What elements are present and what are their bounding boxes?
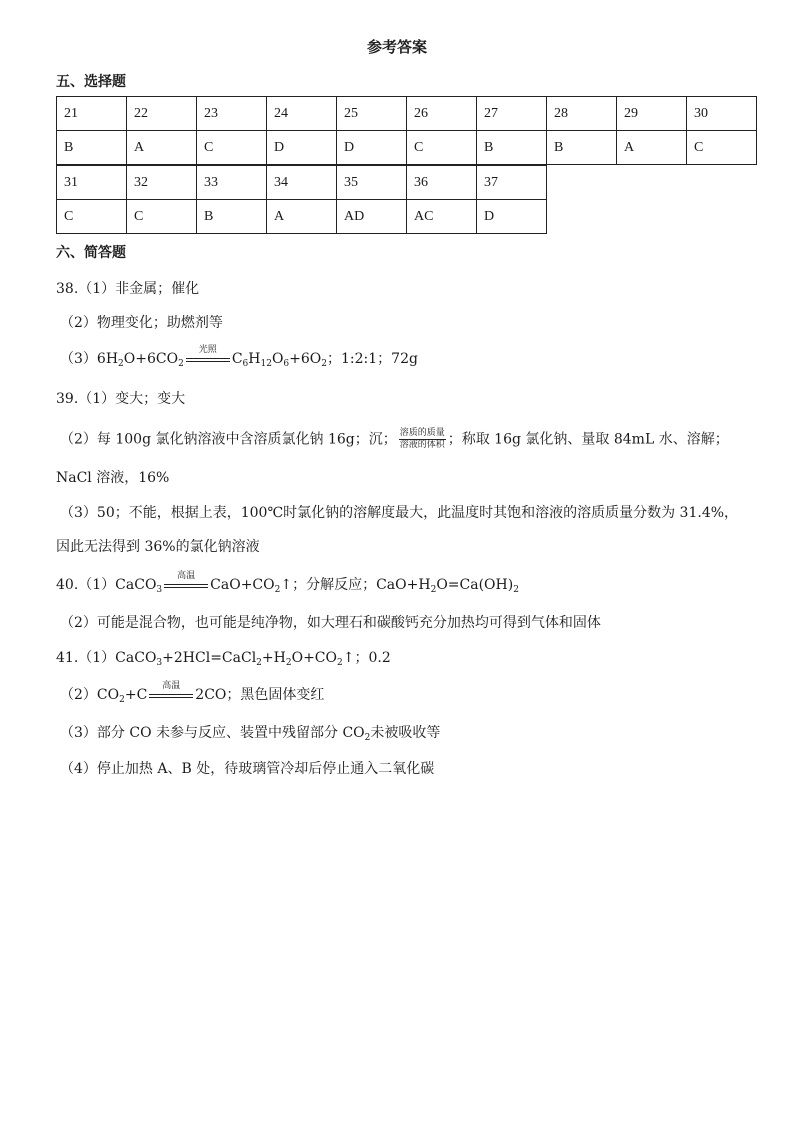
- table-cell: C: [407, 131, 477, 165]
- table-row: [57, 131, 757, 165]
- answer-40-2: （2）可能是混合物，也可能是纯净物，如大理石和碳酸钙充分加热均可得到气体和固体: [60, 615, 601, 631]
- table-cell: B: [57, 131, 127, 165]
- reaction-condition-arrow: [149, 681, 193, 702]
- table-cell: AC: [407, 200, 477, 234]
- table-cell: 25: [337, 97, 407, 131]
- table-cell: 22: [127, 97, 197, 131]
- formula-text: +C: [124, 687, 148, 703]
- formula-text: ；1:2:1；72g: [327, 351, 418, 367]
- table-cell: 23: [197, 97, 267, 131]
- table-cell: C: [687, 131, 757, 165]
- formula-text: +2HCl=CaCl: [162, 650, 257, 666]
- table-row: [57, 166, 547, 200]
- reaction-condition: 高温: [162, 681, 181, 691]
- section-heading-short-answer: 六、简答题: [56, 245, 126, 261]
- subscript: 12: [260, 359, 272, 369]
- formula-text: O: [271, 351, 284, 367]
- table-row: [57, 200, 547, 234]
- answer-39-1: 39.（1）变大；变大: [56, 391, 186, 407]
- table-cell: 28: [547, 97, 617, 131]
- density-fraction: [399, 428, 446, 451]
- subscript: 2: [119, 695, 125, 705]
- table-cell: 35: [337, 166, 407, 200]
- table-cell: AD: [337, 200, 407, 234]
- table-cell: 33: [197, 166, 267, 200]
- table-cell: A: [127, 131, 197, 165]
- reaction-condition: 高温: [177, 571, 196, 581]
- table-cell: A: [267, 200, 337, 234]
- table-cell: D: [477, 200, 547, 234]
- answer-table: [56, 96, 757, 165]
- subscript: 2: [364, 733, 371, 743]
- table-row: [57, 97, 757, 131]
- answer-text: ；称取 16g 氯化钠、量取 84mL 水、溶解；: [447, 431, 729, 448]
- formula-text: +6O: [289, 351, 322, 367]
- table-cell: B: [547, 131, 617, 165]
- fraction-denominator: 溶液的体积: [399, 440, 445, 450]
- reaction-condition-arrow: [186, 345, 230, 366]
- answer-38-1: 38.（1）非金属；催化: [56, 281, 200, 297]
- table-cell: 26: [407, 97, 477, 131]
- table-cell: 34: [267, 166, 337, 200]
- subscript: 2: [274, 585, 281, 595]
- formula-text: H: [248, 351, 261, 367]
- answer-text: （3）部分 CO 未参与反应、装置中残留部分 CO: [60, 725, 365, 741]
- subscript: 2: [256, 658, 262, 668]
- reaction-condition-arrow: [164, 571, 208, 592]
- answer-41-3: [60, 722, 440, 743]
- formula-text: +H: [261, 650, 286, 666]
- answer-39-3-continued: 因此无法得到 36%的氯化钠溶液: [56, 539, 260, 555]
- answer-38-2: （2）物理变化；助燃剂等: [60, 315, 223, 331]
- formula-text: ↑；0.2: [342, 650, 391, 666]
- answer-39-2: [60, 428, 729, 451]
- formula-text: ↑；分解反应；CaO+H: [280, 577, 431, 593]
- subscript: 2: [178, 359, 184, 369]
- fraction-numerator: 溶质的质量: [399, 428, 445, 438]
- subscript: 2: [513, 585, 519, 595]
- subscript: 2: [285, 658, 292, 668]
- answer-38-3: [60, 345, 418, 369]
- table-cell: 24: [267, 97, 337, 131]
- table-cell: C: [127, 200, 197, 234]
- table-cell: C: [197, 131, 267, 165]
- formula-text: （3）6H: [60, 351, 119, 367]
- formula-text: （2）CO: [60, 687, 120, 703]
- formula-text: CaO+CO: [210, 577, 275, 593]
- formula-text: O+6CO: [123, 351, 179, 367]
- formula-text: C: [231, 351, 243, 367]
- formula-text: 2CO；黑色固体变红: [195, 687, 325, 703]
- subscript: 3: [156, 658, 163, 668]
- formula-text: O+CO: [291, 650, 337, 666]
- reaction-condition: 光照: [198, 345, 217, 355]
- subscript: 2: [321, 359, 328, 369]
- subscript: 2: [118, 359, 124, 369]
- table-cell: 31: [57, 166, 127, 200]
- answer-text: （2）每 100g 氯化钠溶液中含溶质氯化钠 16g；沉；: [60, 431, 397, 448]
- table-cell: D: [337, 131, 407, 165]
- answer-39-2-continued: NaCl 溶液，16%: [56, 470, 170, 486]
- table-cell: D: [267, 131, 337, 165]
- formula-text: 41.（1）CaCO: [56, 650, 157, 666]
- answer-table-second: [56, 165, 547, 234]
- table-cell: 32: [127, 166, 197, 200]
- answer-41-1: [56, 647, 391, 668]
- table-cell: 21: [57, 97, 127, 131]
- table-cell: 27: [477, 97, 547, 131]
- table-cell: B: [477, 131, 547, 165]
- table-cell: 30: [687, 97, 757, 131]
- page-title: 参考答案: [366, 38, 427, 56]
- table-cell: 36: [407, 166, 477, 200]
- section-heading-multiple-choice: 五、选择题: [56, 74, 126, 90]
- answer-40-1: [56, 571, 519, 595]
- formula-text: O=Ca(OH): [436, 577, 514, 593]
- answer-41-2: [60, 681, 325, 705]
- subscript: 2: [430, 585, 437, 595]
- table-cell: A: [617, 131, 687, 165]
- answer-39-3: （3）50；不能，根据上表，100℃时氯化钠的溶解度最大，此温度时其饱和溶液的溶质质量分数为 31.4%，: [60, 505, 739, 521]
- subscript: 6: [283, 359, 290, 369]
- table-cell: 37: [477, 166, 547, 200]
- table-cell: 29: [617, 97, 687, 131]
- formula-text: 40.（1）CaCO: [56, 577, 157, 593]
- table-cell: B: [197, 200, 267, 234]
- subscript: 6: [242, 359, 249, 369]
- answer-text: 未被吸收等: [370, 725, 441, 741]
- subscript: 3: [156, 585, 163, 595]
- table-cell: C: [57, 200, 127, 234]
- answer-41-4: （4）停止加热 A、B 处，待玻璃管冷却后停止通入二氧化碳: [60, 761, 435, 777]
- subscript: 2: [337, 658, 343, 668]
